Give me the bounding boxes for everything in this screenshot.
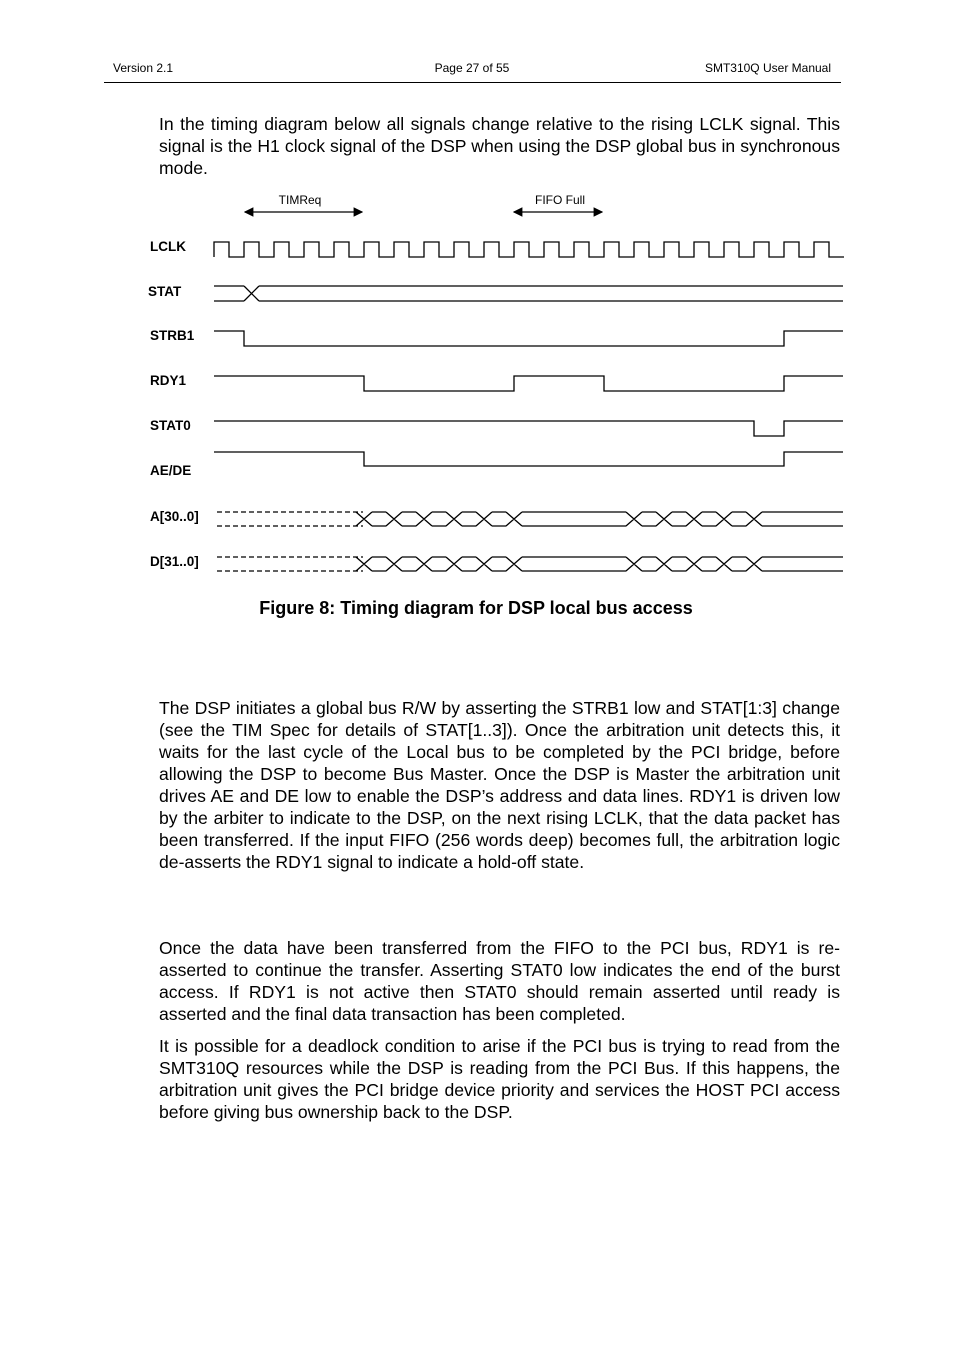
annotation-timreq: TIMReq	[278, 193, 322, 207]
label-data-bus: D[31..0]	[150, 554, 199, 569]
label-strb1: STRB1	[150, 328, 195, 343]
label-stat0: STAT0	[150, 418, 191, 433]
header-document-title: SMT310Q User Manual	[704, 61, 831, 75]
waveform-rdy1	[214, 376, 843, 391]
figure-caption-text: Figure 8: Timing diagram for DSP local bus access	[259, 598, 693, 618]
body-paragraph: Once the data have been transferred from the FIFO to the PCI bus, RDY1 is re-asserted to continue the transfer. Asserting STAT0 low indicates the end of the burst access. If RDY1 is not active then STAT0 should remain asserted until ready is asserted and the final data transaction has been completed.	[159, 938, 840, 1024]
waveform-data-undefined	[217, 557, 363, 571]
waveform-lclk	[214, 242, 844, 257]
label-stat: STAT	[148, 284, 182, 299]
waveform-stat	[214, 286, 843, 301]
annotation-fifo-full: FIFO Full	[535, 193, 585, 207]
label-address-bus: A[30..0]	[150, 509, 199, 524]
label-lclk: LCLK	[150, 239, 186, 254]
body-paragraph: It is possible for a deadlock condition to arise if the PCI bus is trying to read from the SMT310Q resources while the DSP is reading from the PCI Bus. If this happens, the arbitration unit gives the PCI bridge device priority and services the HOST PCI access before giving bus ownership back to the DSP.	[159, 1036, 840, 1122]
waveform-stat0	[214, 421, 843, 436]
header-page-number: Page 27 of 55	[434, 61, 510, 75]
waveform-strb1	[214, 331, 843, 346]
label-aede: AE/DE	[150, 463, 192, 478]
waveform-data-bus	[356, 557, 843, 571]
waveform-aede	[214, 452, 843, 466]
header-version: Version 2.1	[113, 61, 174, 75]
waveform-address-bus	[356, 512, 843, 526]
label-rdy1: RDY1	[150, 373, 187, 388]
body-paragraph: The DSP initiates a global bus R/W by asserting the STRB1 low and STAT[1:3] change (see the TIM Spec for details of STAT[1..3]). Once the arbitration unit detects this, it waits for the last cycle of the Local bus to be completed by the PCI bridge, before allowing the DSP to become Bus Master. Once the DSP is Master the arbitration unit drives AE and DE low to enable the DSP’s address and data lines. RDY1 is driven low by the arbiter to indicate to the DSP, on the next rising LCLK, that the data packet has been transferred. If the input FIFO (256 words deep) becomes full, the arbitration logic de-asserts the RDY1 signal to indicate a hold-off state.	[159, 698, 840, 872]
intro-paragraph: In the timing diagram below all signals change relative to the rising LCLK signal. This signal is the H1 clock signal of the DSP when using the DSP global bus in synchronous mode.	[159, 114, 840, 178]
timing-diagram	[0, 0, 954, 600]
figure-caption	[0, 598, 954, 619]
waveform-address-undefined	[217, 512, 363, 526]
